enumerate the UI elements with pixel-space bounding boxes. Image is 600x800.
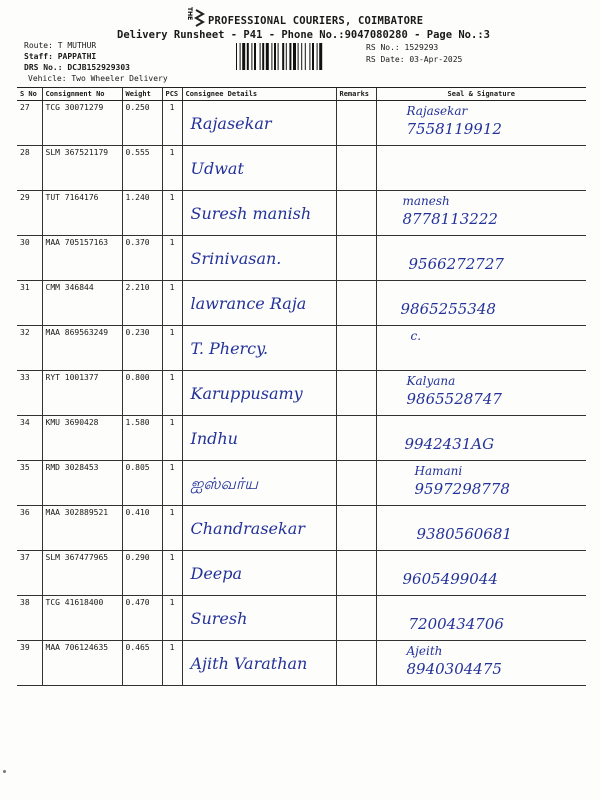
consignment-number: RMD 3028453	[42, 461, 122, 506]
pieces-count: 1	[162, 461, 182, 506]
remarks-cell	[336, 416, 376, 461]
serial-number: 30	[17, 236, 42, 281]
rs-date: RS Date: 03-Apr-2025	[366, 55, 463, 64]
remarks-cell	[336, 461, 376, 506]
weight-value: 1.240	[122, 191, 162, 236]
table-row	[17, 101, 586, 146]
pieces-count: 1	[162, 326, 182, 371]
table-row	[17, 281, 586, 326]
consignee-cell	[182, 281, 336, 326]
seal-signature-cell	[376, 641, 586, 686]
phone-handwriting: 9605499044	[402, 570, 498, 588]
table-row	[17, 596, 586, 641]
consignment-number: CMM 346844	[42, 281, 122, 326]
remarks-cell	[336, 506, 376, 551]
consignment-number: TCG 30071279	[42, 101, 122, 146]
seal-signature-cell	[376, 326, 586, 371]
seal-signature-cell	[376, 101, 586, 146]
phone-handwriting: 7200434706	[408, 615, 504, 633]
consignee-handwriting: Udwat	[190, 159, 244, 178]
serial-number: 29	[17, 191, 42, 236]
consignment-number: RYT 1001377	[42, 371, 122, 416]
consignee-handwriting: Indhu	[190, 429, 238, 448]
consignee-cell	[182, 641, 336, 686]
consignee-handwriting: Chandrasekar	[190, 519, 305, 538]
consignment-number: MAA 706124635	[42, 641, 122, 686]
remarks-cell	[336, 281, 376, 326]
seal-signature-cell	[376, 371, 586, 416]
barcode-image	[236, 43, 354, 70]
serial-number: 36	[17, 506, 42, 551]
weight-value: 0.470	[122, 596, 162, 641]
consignee-cell	[182, 101, 336, 146]
col-header-weight: Weight	[122, 88, 162, 101]
seal-signature-cell	[376, 146, 586, 191]
table-row	[17, 326, 586, 371]
pieces-count: 1	[162, 146, 182, 191]
signature-handwriting: Hamani	[414, 464, 463, 478]
consignee-cell	[182, 191, 336, 236]
weight-value: 0.290	[122, 551, 162, 596]
phone-handwriting: 9865255348	[400, 300, 496, 318]
staff-label: Staff: PAPPATHI	[24, 52, 97, 61]
signature-handwriting: Ajeith	[406, 644, 443, 658]
phone-handwriting: 9597298778	[414, 480, 510, 498]
delivery-table	[17, 87, 586, 686]
phone-handwriting: 8940304475	[406, 660, 502, 678]
consignment-number: TCG 41618400	[42, 596, 122, 641]
consignee-cell	[182, 326, 336, 371]
weight-value: 0.370	[122, 236, 162, 281]
consignee-handwriting: Rajasekar	[190, 114, 272, 133]
serial-number: 32	[17, 326, 42, 371]
phone-handwriting: 9942431AG	[404, 435, 495, 453]
serial-number: 35	[17, 461, 42, 506]
seal-signature-cell	[376, 236, 586, 281]
table-row	[17, 236, 586, 281]
consignee-cell	[182, 461, 336, 506]
serial-number: 39	[17, 641, 42, 686]
phone-handwriting: 8778113222	[402, 210, 498, 228]
phone-handwriting: 7558119912	[406, 120, 502, 138]
remarks-cell	[336, 101, 376, 146]
consignment-number: TUT 7164176	[42, 191, 122, 236]
table-row	[17, 191, 586, 236]
consignee-cell	[182, 236, 336, 281]
serial-number: 27	[17, 101, 42, 146]
drs-number: DRS No.: DCJB152929303	[24, 63, 130, 72]
phone-handwriting: 9865528747	[406, 390, 502, 408]
col-header-pcs: PCS	[162, 88, 182, 101]
remarks-cell	[336, 236, 376, 281]
col-header-consignment: Consignment No	[42, 88, 122, 101]
pieces-count: 1	[162, 596, 182, 641]
runsheet-subtitle: Delivery Runsheet - P41 - Phone No.:9047080280 - Page No.:3	[117, 29, 490, 41]
consignee-cell	[182, 506, 336, 551]
weight-value: 0.800	[122, 371, 162, 416]
serial-number: 37	[17, 551, 42, 596]
consignee-handwriting: Srinivasan.	[190, 249, 282, 268]
pieces-count: 1	[162, 101, 182, 146]
consignment-number: SLM 367477965	[42, 551, 122, 596]
consignment-number: SLM 367521179	[42, 146, 122, 191]
serial-number: 28	[17, 146, 42, 191]
remarks-cell	[336, 326, 376, 371]
table-row	[17, 371, 586, 416]
consignee-handwriting: lawrance Raja	[190, 294, 307, 313]
weight-value: 0.555	[122, 146, 162, 191]
company-logo	[186, 4, 208, 32]
weight-value: 2.210	[122, 281, 162, 326]
table-row	[17, 146, 586, 191]
table-row	[17, 506, 586, 551]
remarks-cell	[336, 146, 376, 191]
table-row	[17, 416, 586, 461]
consignment-number: MAA 869563249	[42, 326, 122, 371]
consignee-handwriting: Karuppusamy	[190, 384, 303, 403]
table-row	[17, 551, 586, 596]
route-label: Route: T MUTHUR	[24, 41, 97, 50]
consignee-handwriting: Ajith Varathan	[190, 654, 308, 673]
col-header-remarks: Remarks	[336, 88, 376, 101]
consignment-number: MAA 705157163	[42, 236, 122, 281]
signature-handwriting: Rajasekar	[406, 104, 468, 118]
pieces-count: 1	[162, 416, 182, 461]
remarks-cell	[336, 596, 376, 641]
rs-number: RS No.: 1529293	[366, 43, 439, 52]
remarks-cell	[336, 191, 376, 236]
weight-value: 0.465	[122, 641, 162, 686]
consignee-handwriting: Deepa	[190, 564, 243, 583]
vehicle-label: Vehicle: Two Wheeler Delivery	[28, 74, 168, 83]
signature-handwriting: c.	[410, 329, 422, 343]
consignee-handwriting: Suresh	[190, 609, 248, 628]
remarks-cell	[336, 641, 376, 686]
table-row	[17, 641, 586, 686]
consignee-cell	[182, 146, 336, 191]
pieces-count: 1	[162, 236, 182, 281]
seal-signature-cell	[376, 416, 586, 461]
seal-signature-cell	[376, 191, 586, 236]
serial-number: 38	[17, 596, 42, 641]
signature-handwriting: Kalyana	[406, 374, 456, 388]
consignee-cell	[182, 596, 336, 641]
seal-signature-cell	[376, 506, 586, 551]
phone-handwriting: 9566272727	[408, 255, 504, 273]
col-header-sno: S No	[17, 88, 42, 101]
pieces-count: 1	[162, 506, 182, 551]
consignment-number: MAA 302889521	[42, 506, 122, 551]
pieces-count: 1	[162, 551, 182, 596]
table-header-row	[17, 88, 586, 101]
serial-number: 31	[17, 281, 42, 326]
consignee-cell	[182, 551, 336, 596]
signature-handwriting: manesh	[402, 194, 450, 208]
pieces-count: 1	[162, 191, 182, 236]
seal-signature-cell	[376, 551, 586, 596]
col-header-seal-signature: Seal & Signature	[376, 88, 586, 101]
weight-value: 0.230	[122, 326, 162, 371]
company-title: PROFESSIONAL COURIERS, COIMBATORE	[208, 15, 424, 27]
seal-signature-cell	[376, 596, 586, 641]
consignee-handwriting: ஐஸ்வர்ய	[190, 474, 258, 493]
consignee-cell	[182, 371, 336, 416]
consignment-number: KMU 3690428	[42, 416, 122, 461]
pieces-count: 1	[162, 371, 182, 416]
weight-value: 0.250	[122, 101, 162, 146]
consignee-cell	[182, 416, 336, 461]
svg-text:THE: THE	[186, 7, 193, 21]
pieces-count: 1	[162, 281, 182, 326]
serial-number: 34	[17, 416, 42, 461]
seal-signature-cell	[376, 281, 586, 326]
seal-signature-cell	[376, 461, 586, 506]
consignee-handwriting: T. Phercy.	[190, 339, 269, 358]
serial-number: 33	[17, 371, 42, 416]
pieces-count: 1	[162, 641, 182, 686]
table-row	[17, 461, 586, 506]
remarks-cell	[336, 371, 376, 416]
weight-value: 1.580	[122, 416, 162, 461]
col-header-consignee: Consignee Details	[182, 88, 336, 101]
consignee-handwriting: Suresh manish	[190, 204, 312, 223]
weight-value: 0.805	[122, 461, 162, 506]
remarks-cell	[336, 551, 376, 596]
scan-speck	[3, 770, 6, 773]
phone-handwriting: 9380560681	[416, 525, 512, 543]
weight-value: 0.410	[122, 506, 162, 551]
